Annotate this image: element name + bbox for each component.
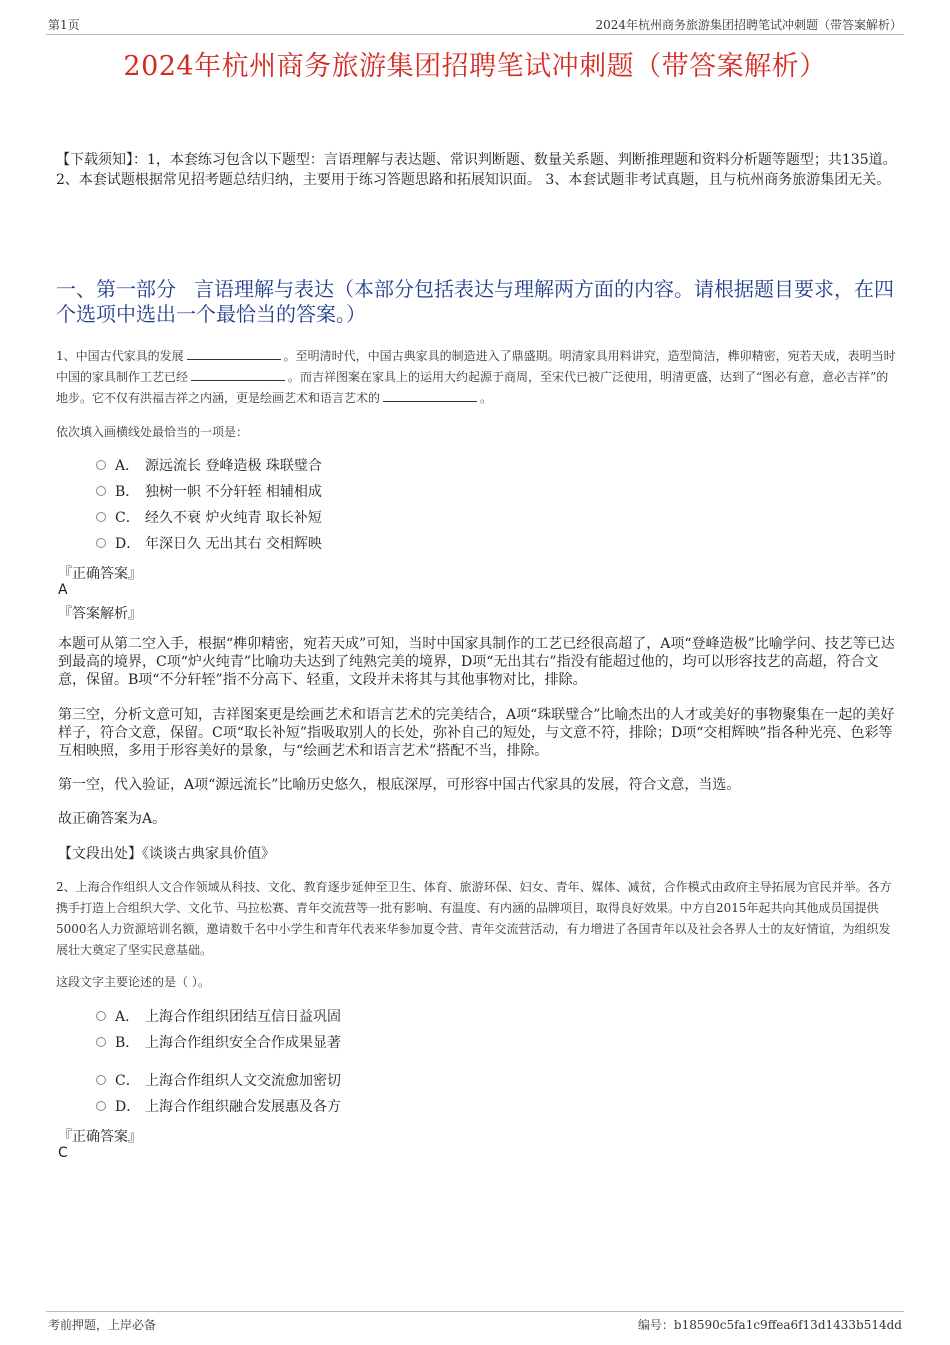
correct-answer-label: 『正确答案』	[58, 566, 142, 582]
page-number: 第1页	[48, 18, 80, 32]
analysis-paragraph-4: 故正确答案为A。	[58, 811, 167, 827]
q2-correct-answer-label: 『正确答案』	[58, 1129, 142, 1145]
section-heading	[56, 277, 898, 327]
question-1-stem	[56, 346, 898, 409]
q1-text-part4: 。	[480, 391, 493, 405]
analysis-paragraph-1: 本题可从第二空入手，根据“榫卯精密，宛若天成”可知，当时中国家具制作的工艺已经很高超了，A项“登峰造极”比喻学问、技艺等已达到最高的境界，C项“炉火纯青”比喻功夫达到了纯熟完美的境界，D项“无出其右”指没有能超过他的，均可以形容技艺的高超，符合文意，保留。B项“不分轩轾”指不分高下、轻重，文段并未将其与其他事物对比，排除。	[58, 636, 895, 688]
section-prefix: 一、第一部分	[56, 277, 176, 301]
q2-option-c[interactable]: C． 上海合作组织人文交流愈加密切	[96, 1071, 341, 1091]
q2-option-d[interactable]: D． 上海合作组织融合发展惠及各方	[96, 1097, 341, 1117]
radio-icon[interactable]	[96, 1037, 106, 1047]
q1-text-part3: 。而吉祥图案在家具上的运用大约起源于商周，至宋代已被广泛使用，明清更盛，达到了“图必有意，意必吉祥”的地步。它不仅有洪福吉祥之内涵，更是绘画艺术和语言艺术的	[56, 370, 889, 405]
q1-text-part2: 。至明清时代，中国古典家具的制造进入了鼎盛期。明清家具用料讲究，造型简洁，榫卯精密，宛若天成，表明当时中国的家具制作工艺已经	[56, 349, 896, 384]
analysis-label: 『答案解析』	[58, 606, 142, 622]
page-title: 2024年杭州商务旅游集团招聘笔试冲刺题（带答案解析）	[123, 51, 827, 82]
correct-answer-value: A	[58, 582, 68, 598]
fill-blank	[383, 389, 477, 402]
q1-text-part1: 1、中国古代家具的发展	[56, 349, 184, 363]
q1-option-b[interactable]: B． 独树一帜 不分轩轾 相辅相成	[96, 482, 322, 502]
question-2-stem: 2、上海合作组织人文合作领域从科技、文化、教育逐步延伸至卫生、体育、旅游环保、妇女、青年、媒体、减贫，合作模式由政府主导拓展为官民并举。各方携手打造上合组织大学、文化节、马拉松赛、青年交流营等一批有影响、有温度、有内涵的品牌项目，取得良好效果。中方自2015年起共向其他成员国提供5000名人力资源培训名额，邀请数千名中小学生和青年代表来华参加夏令营、青年交流营活动，有力增进了各国青年以及社会各界人士的友好情谊，为组织发展壮大奠定了坚实民意基础。	[56, 880, 892, 957]
radio-icon[interactable]	[96, 486, 106, 496]
fill-blank	[187, 347, 281, 360]
footer-doc-id: 编号：b18590c5fa1c9ffea6f13d1433b514dd	[637, 1318, 902, 1332]
analysis-paragraph-3: 第一空，代入验证，A项“源远流长”比喻历史悠久，根底深厚，可形容中国古代家具的发展，符合文意，当选。	[58, 777, 741, 793]
download-notice: 【下载须知】：1，本套练习包含以下题型：言语理解与表达题、常识判断题、数量关系题、判断推理题和资料分析题等题型；共135道。 2、本套试题根据常见招考题总结归纳，主要用于练习答题思路和拓展知识面。 3、本套试题非考试真题，且与杭州商务旅游集团无关。	[56, 152, 897, 188]
source-citation: 【文段出处】《谈谈古典家具价值》	[58, 846, 275, 862]
header-doc-title: 2024年杭州商务旅游集团招聘笔试冲刺题（带答案解析）	[595, 18, 902, 32]
analysis-paragraph-2: 第三空，分析文意可知，吉祥图案更是绘画艺术和语言艺术的完美结合，A项“珠联璧合”比喻杰出的人才或美好的事物聚集在一起的美好样子，符合文意，保留。C项“取长补短”指吸取别人的长处，弥补自己的短处，与文意不符，排除；D项“交相辉映”指各种光亮、色彩等互相映照，多用于形容美好的景象，与“绘画艺术和语言艺术”搭配不当，排除。	[58, 707, 895, 759]
q2-option-b[interactable]: B． 上海合作组织安全合作成果显著	[96, 1033, 341, 1053]
q1-option-c[interactable]: C． 经久不衰 炉火纯青 取长补短	[96, 508, 322, 528]
section-text: 言语理解与表达（本部分包括表达与理解两方面的内容。请根据题目要求，在四个选项中选出一个最恰当的答案。）	[56, 277, 894, 326]
fill-blank	[191, 368, 285, 381]
q2-option-a[interactable]: A． 上海合作组织团结互信日益巩固	[96, 1007, 341, 1027]
page-header	[46, 14, 904, 35]
q2-correct-answer-value: C	[58, 1145, 68, 1161]
radio-icon[interactable]	[96, 1075, 106, 1085]
question-1-prompt: 依次填入画横线处最恰当的一项是：	[56, 425, 249, 439]
radio-icon[interactable]	[96, 512, 106, 522]
q1-option-d[interactable]: D． 年深日久 无出其右 交相辉映	[96, 534, 322, 554]
page-footer	[46, 1311, 904, 1334]
question-2-prompt: 这段文字主要论述的是（ ）。	[56, 975, 210, 989]
footer-slogan: 考前押题，上岸必备	[48, 1318, 157, 1332]
radio-icon[interactable]	[96, 1101, 106, 1111]
radio-icon[interactable]	[96, 538, 106, 548]
q1-option-a[interactable]: A． 源远流长 登峰造极 珠联璧合	[96, 456, 322, 476]
radio-icon[interactable]	[96, 1011, 106, 1021]
radio-icon[interactable]	[96, 460, 106, 470]
